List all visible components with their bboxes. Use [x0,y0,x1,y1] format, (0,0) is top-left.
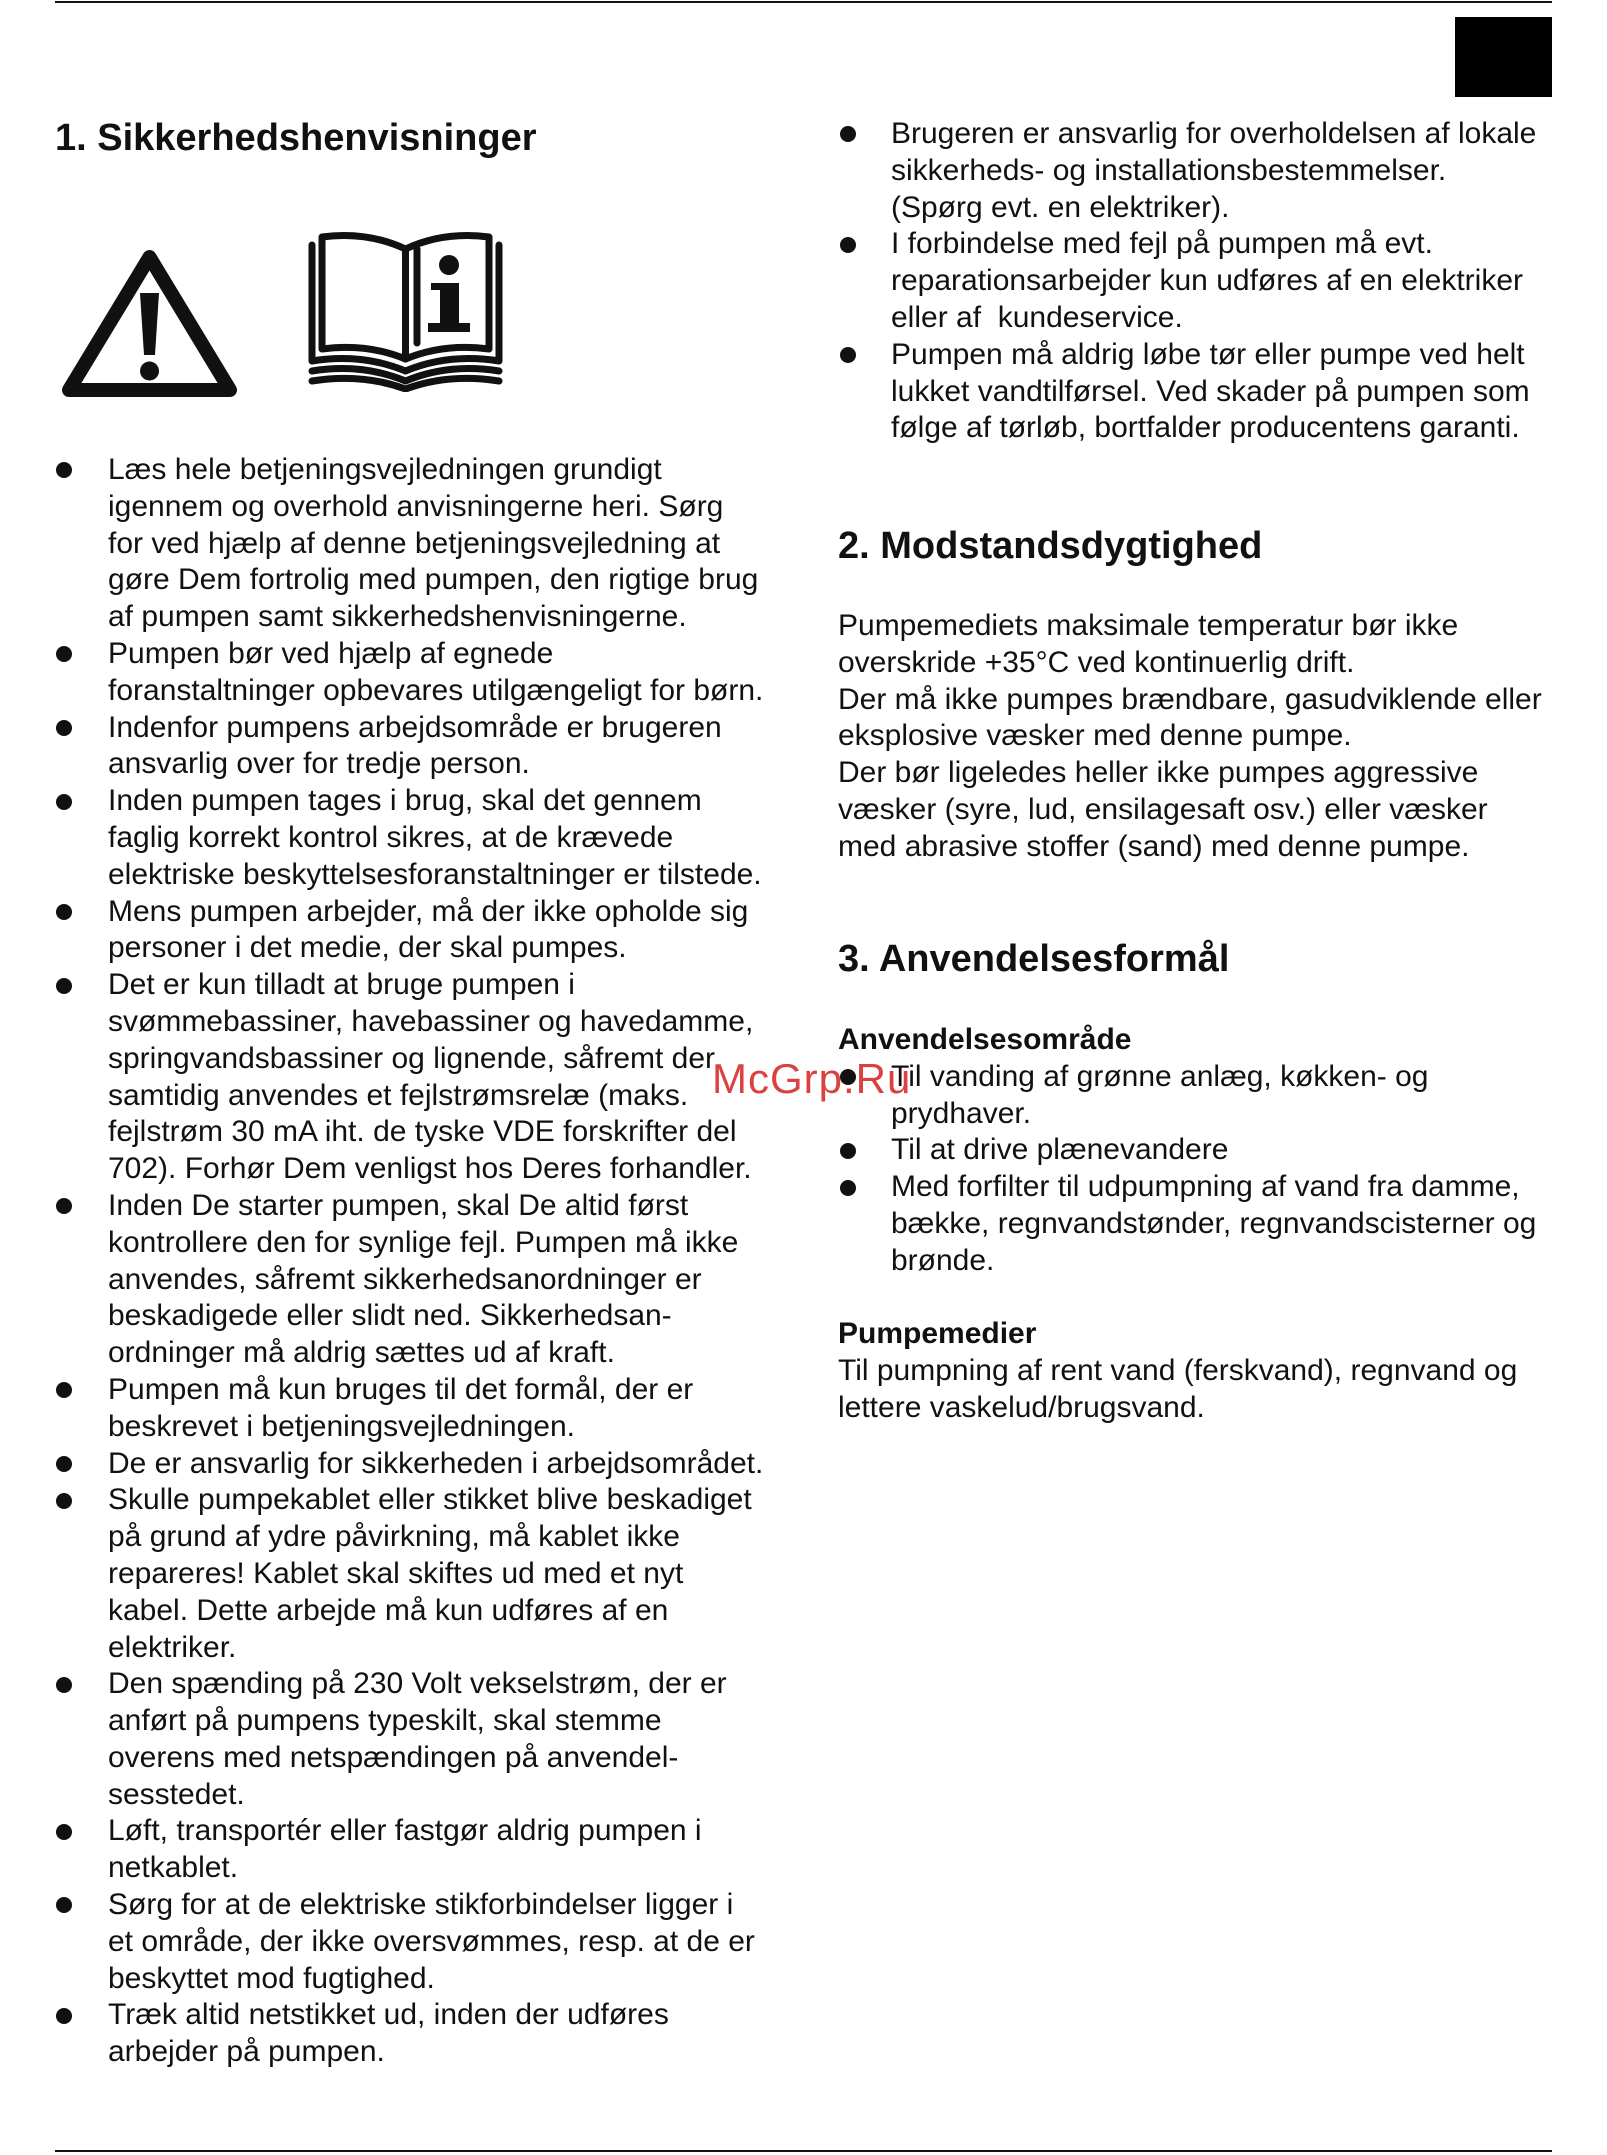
warning-triangle-icon [61,247,238,399]
list-item: De er ansvarlig for sikkerheden i arbejdsområdet. [56,1446,763,1483]
list-item: Sørg for at de elektriske stikforbindelser ligger i et område, der ikke oversvømmes, resp. at de er beskyttet mod fugtighed. [56,1887,763,1997]
usage-area-list [840,1059,1536,1280]
bottom-rule [55,2150,1552,2152]
page-marker-block [1455,17,1552,97]
section-3-title: 3. Anvendelsesformål [838,938,1230,980]
list-item: Inden De starter pumpen, skal De altid først kontrollere den for synlige fejl. Pumpen må ikke anvendes, såfremt sikkerhedsanordninger er beskadigede eller slidt ned. Sikkerhedsan- ordninger må aldrig sættes ud af kraft. [56,1188,763,1372]
list-item: Pumpen må aldrig løbe tør eller pumpe ved helt lukket vandtilførsel. Ved skader på pumpen som følge af tørløb, bortfalder producentens garanti. [840,337,1536,447]
list-item: Indenfor pumpens arbejdsområde er brugeren ansvarlig over for tredje person. [56,710,763,784]
safety-instructions-list [56,452,763,2071]
bullet-icon [56,1897,72,1913]
bullet-icon [840,1143,856,1159]
section-2-title: 2. Modstandsdygtighed [838,525,1263,567]
bullet-icon [56,646,72,662]
list-item: Løft, transportér eller fastgør aldrig pumpen i netkablet. [56,1813,763,1887]
bullet-icon [56,1677,72,1693]
bullet-icon [840,1180,856,1196]
bullet-icon [56,1824,72,1840]
list-item: Med forfilter til udpumpning af vand fra damme, bække, regnvandstønder, regnvandscisterner og brønde. [840,1169,1536,1279]
list-item: Brugeren er ansvarlig for overholdelsen af lokale sikkerheds- og installationsbestemmelser. (Spørg evt. en elektriker). [840,116,1536,226]
list-item: Den spænding på 230 Volt vekselstrøm, der er anført på pumpens typeskilt, skal stemme overens med netspændingen på anvendel- sesstedet. [56,1666,763,1813]
bullet-icon [56,1198,72,1214]
bullet-icon [56,1456,72,1472]
list-item: Til vanding af grønne anlæg, køkken- og prydhaver. [840,1059,1536,1133]
top-rule [55,1,1552,3]
list-item: I forbindelse med fejl på pumpen må evt. reparationsarbejder kun udføres af en elektriker eller af kundeservice. [840,226,1536,336]
list-item: Pumpen må kun bruges til det formål, der er beskrevet i betjeningsvejledningen. [56,1372,763,1446]
bullet-icon [56,1382,72,1398]
bullet-icon [840,237,856,253]
list-item: Det er kun tilladt at bruge pumpen i svømmebassiner, havebassiner og havedamme, springvandsbassiner og lignende, såfremt der samtidig anvendes et fejlstrømsrelæ (maks. fejlstrøm 30 mA iht. de tyske VDE forskrifter del 702). Forhør Dem venligst hos Deres forhandler. [56,967,763,1188]
bullet-icon [840,347,856,363]
list-item: Til at drive plænevandere [840,1132,1536,1169]
pump-media-heading: Pumpemedier [838,1317,1037,1350]
safety-instructions-continued-list [840,116,1536,447]
list-item: Pumpen bør ved hjælp af egnede foranstaltninger opbevares utilgængeligt for børn. [56,636,763,710]
list-item: Træk altid netstikket ud, inden der udføres arbejder på pumpen. [56,1997,763,2071]
pump-media-paragraph: Til pumpning af rent vand (ferskvand), regnvand og lettere vaskelud/brugsvand. [838,1353,1518,1424]
list-item: Skulle pumpekablet eller stikket blive beskadiget på grund af ydre påvirkning, må kablet ikke repareres! Kablet skal skiftes ud med et nyt kabel. Dette arbejde må kun udføres af en elektriker. [56,1482,763,1666]
list-item: Mens pumpen arbejder, må der ikke opholde sig personer i det medie, der skal pumpes. [56,894,763,968]
bullet-icon [56,462,72,478]
bullet-icon [56,720,72,736]
bullet-icon [56,2008,72,2024]
bullet-icon [56,794,72,810]
list-item: Læs hele betjeningsvejledningen grundigt igennem og overhold anvisningerne heri. Sørg for ved hjælp af denne betjeningsvejledning at gøre Dem fortrolig med pumpen, den rigtige brug af pumpen samt sikkerhedshenvisningerne. [56,452,763,636]
bullet-icon [56,1493,72,1509]
watermark: McGrp.Ru [712,1055,912,1102]
section-1-title: 1. Sikkerhedshenvisninger [55,117,537,159]
resistance-paragraph: Pumpemediets maksimale temperatur bør ikke overskride +35°C ved kontinuerlig drift. Der må ikke pumpes brændbare, gasudviklende eller eksplosive væsker med denne pumpe. Der bør ligeledes heller ikke pumpes aggressive væsker (syre, lud, ensilagesaft osv.) eller væsker med abrasive stoffer (sand) med denne pumpe. [838,609,1542,863]
list-item: Inden pumpen tages i brug, skal det gennem faglig korrekt kontrol sikres, at de krævede elektriske beskyttelsesforanstaltninger er tilstede. [56,783,763,893]
usage-area-heading: Anvendelsesområde [838,1023,1132,1056]
read-manual-info-icon [307,227,504,392]
bullet-icon [56,904,72,920]
bullet-icon [56,978,72,994]
bullet-icon [840,126,856,142]
